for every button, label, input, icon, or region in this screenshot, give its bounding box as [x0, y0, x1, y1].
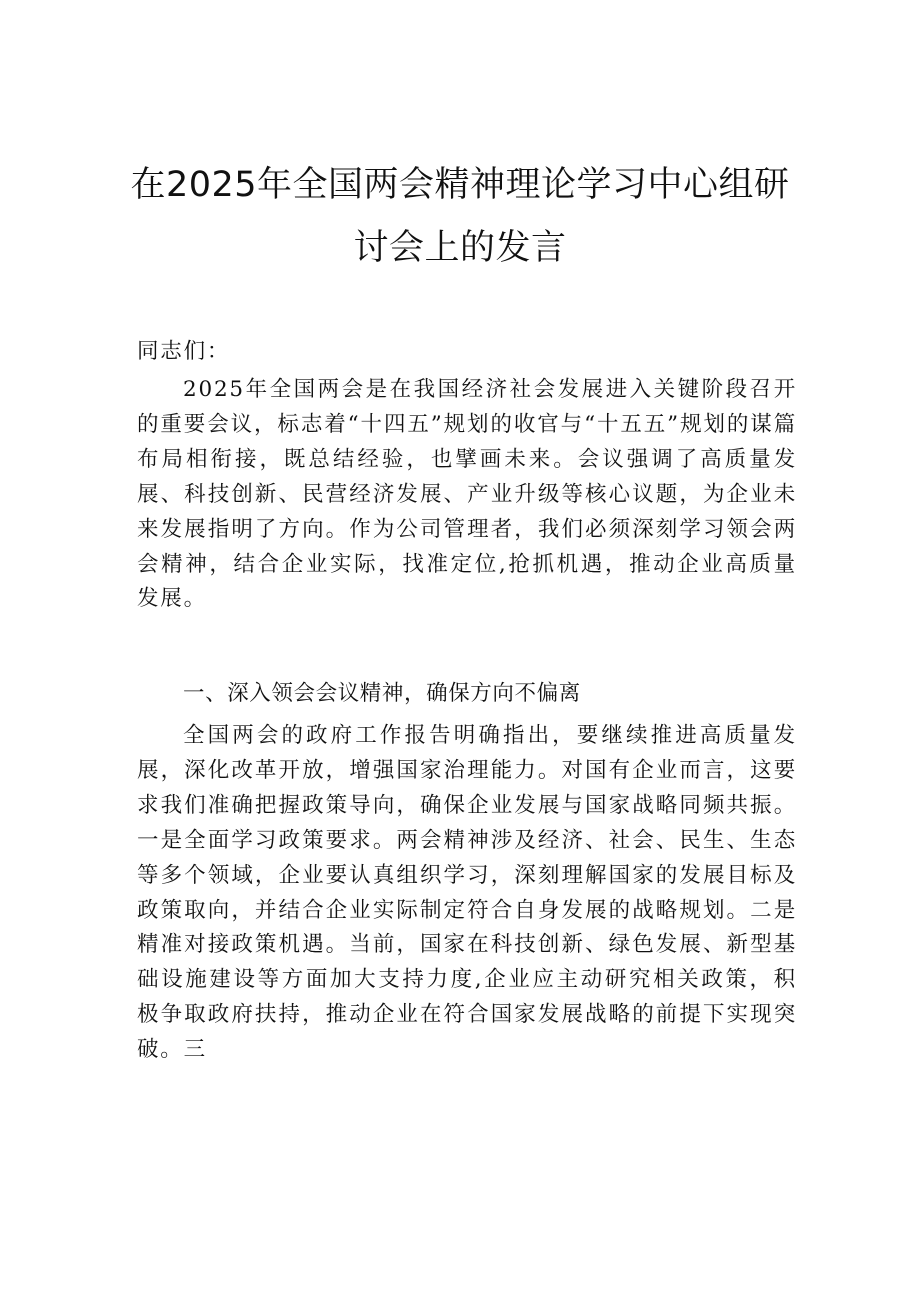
document-title-line-2: 讨会上的发言	[353, 228, 567, 268]
document-title-line-1: 在2025年全国两会精神理论学习中心组研	[130, 165, 790, 205]
section-1-paragraph: 全国两会的政府工作报告明确指出，要继续推进高质量发展，深化改革开放，增强国家治理能力。对国有企业而言，这要求我们准确把握政策导向，确保企业发展与国家战略同频共振。一是全面学习政策要求。两会精神涉及经济、社会、民生、生态等多个领域，企业要认真组织学习，深刻理解国家的发展目标及政策取向，并结合企业实际制定符合自身发展的战略规划。二是精准对接政策机遇。当前，国家在科技创新、绿色发展、新型基础设施建设等方面加大支持力度,企业应主动研究相关政策，积极争取政府扶持，推动企业在符合国家发展战略的前提下实现突破。三	[137, 723, 797, 1063]
salutation: 同志们：	[137, 339, 231, 364]
section-heading-1: 一、深入领会会议精神，确保方向不偏离	[183, 681, 581, 706]
intro-paragraph: 2025年全国两会是在我国经济社会发展进入关键阶段召开的重要会议，标志着“十四五”规划的收官与“十五五”规划的谋篇布局相衔接，既总结经验，也擘画未来。会议强调了高质量发展、科技创新、民营经济发展、产业升级等核心议题，为企业未来发展指明了方向。作为公司管理者，我们必须深刻学习领会两会精神，结合企业实际，找准定位,抢抓机遇，推动企业高质量发展。	[137, 377, 797, 612]
